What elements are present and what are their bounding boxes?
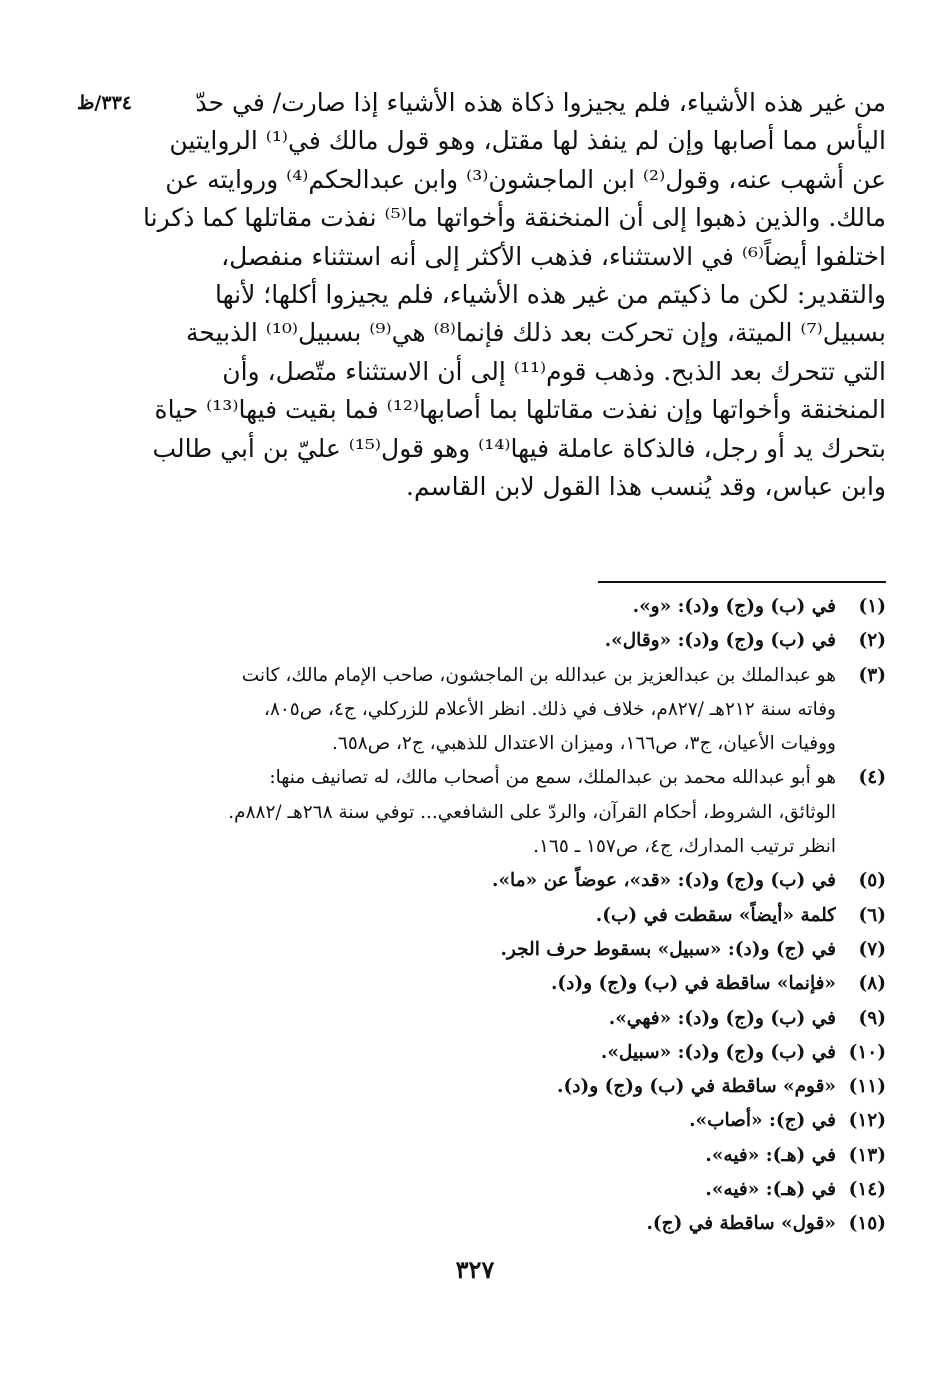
footnote — [132, 864, 886, 898]
manuscript-folio-marker: ٣٣٤/ظ — [76, 92, 132, 114]
body-line: مالك. والذين ذهبوا إلى أن المنخنقة وأخواتها ما⁽⁵⁾ نفذت مقاتلها كما ذكرنا — [143, 203, 886, 233]
footnote-line: في (ج) و(د): «سبيل» بسقوط حرف الجر. — [500, 938, 836, 960]
footnote-number: (١٤) — [848, 1179, 886, 1201]
footnote-line: في (ب) و(ج) و(د): «و». — [632, 596, 836, 617]
footnote-text — [132, 1173, 836, 1207]
footnote-number: (١٠) — [848, 1041, 886, 1063]
footnote-text — [132, 761, 836, 864]
footnote — [132, 624, 886, 658]
footnote-line: في (ب) و(ج) و(د): «سبيل». — [600, 1041, 836, 1063]
footnote-text — [132, 659, 836, 762]
footnote-number: (٧) — [858, 938, 886, 960]
page-number: ٣٢٧ — [455, 1255, 495, 1284]
footnote-text — [132, 967, 836, 1001]
footnote-number: (١٢) — [848, 1110, 886, 1132]
footnotes-list — [132, 590, 886, 1242]
footnote-number: (١٣) — [848, 1144, 886, 1166]
footnote-line: هو أبو عبدالله محمد بن عبدالملك، سمع من أصحاب مالك، له تصانيف منها: — [269, 767, 836, 789]
body-line: بتحرك يد أو رجل، فالذكاة عاملة فيها⁽¹⁴⁾ وهو قول⁽¹⁵⁾ عليّ بن أبي طالب — [152, 433, 886, 463]
footnote-line: «فإنما» ساقطة في (ب) و(ج) و(د). — [550, 973, 836, 995]
footnote-text — [132, 1139, 836, 1173]
footnote-number: (١) — [858, 596, 886, 617]
footnote-line: في (هـ): «فيه». — [705, 1144, 836, 1166]
footnote-number: (٢) — [858, 630, 886, 652]
footnote-text — [132, 1207, 836, 1241]
footnote — [132, 761, 886, 864]
footnote-line: «قول» ساقطة في (ج). — [646, 1213, 836, 1235]
body-line: المنخنقة وأخواتها وإن نفذت مقاتلها بما أصابها⁽¹²⁾ فما بقيت فيها⁽¹³⁾ حياة — [154, 395, 886, 425]
footnote-line: في (هـ): «فيه». — [705, 1179, 836, 1201]
footnote-number: (٥) — [858, 870, 886, 892]
footnote-line: في (ب) و(ج) و(د): «وقال». — [604, 630, 836, 652]
footnote-number: (٦) — [858, 904, 886, 926]
footnote — [132, 933, 886, 967]
footnote — [132, 899, 886, 933]
footnote-text — [132, 933, 836, 967]
main-text — [132, 84, 886, 506]
footnote-text — [132, 864, 836, 898]
footnote-text — [132, 1104, 836, 1138]
footnote — [132, 1173, 886, 1207]
footnote-line: انظر ترتيب المدارك، ج٤، ص١٥٧ ـ ١٦٥. — [533, 836, 836, 858]
footnote — [132, 590, 886, 624]
footnote-number: (٤) — [858, 767, 886, 789]
footnote — [132, 1104, 886, 1138]
footnote — [132, 967, 886, 1001]
footnote — [132, 1070, 886, 1104]
body-line: عن أشهب عنه، وقول⁽²⁾ ابن الماجشون⁽³⁾ وابن عبدالحكم⁽⁴⁾ وروايته عن — [165, 164, 886, 194]
footnote — [132, 1036, 886, 1070]
footnote-number: (١١) — [848, 1076, 886, 1098]
body-line: والتقدير: لكن ما ذكيتم من غير هذه الأشياء، فلم يجيزوا أكلها؛ لأنها — [214, 279, 886, 309]
body-line: من غير هذه الأشياء، فلم يجيزوا ذكاة هذه الأشياء إذا صارت/ في حدّ — [195, 88, 886, 117]
footnote — [132, 1002, 886, 1036]
footnote-line: في (ج): «أصاب». — [689, 1110, 836, 1132]
footnote-separator — [598, 581, 886, 583]
footnote — [132, 659, 886, 762]
footnote-number: (١٥) — [848, 1213, 886, 1235]
footnote-text — [132, 1002, 836, 1036]
footnote — [132, 1139, 886, 1173]
footnote-number: (٣) — [858, 664, 886, 686]
body-line: اختلفوا أيضاً⁽⁶⁾ في الاستثناء، فذهب الأكثر إلى أنه استثناء منفصل، — [221, 241, 886, 271]
footnote-text — [132, 590, 836, 624]
footnote-line: ووفيات الأعيان، ج٣، ص١٦٦، وميزان الاعتدال للذهبي، ج٢، ص٦٥٨. — [332, 733, 836, 755]
footnote-line: في (ب) و(ج) و(د): «فهي». — [608, 1007, 836, 1029]
footnote-line: في (ب) و(ج) و(د): «قد»، عوضاً عن «ما». — [492, 870, 836, 892]
body-line: اليأس مما أصابها وإن لم ينفذ لها مقتل، وهو قول مالك في⁽¹⁾ الروايتين — [169, 126, 886, 156]
footnote-text — [132, 1036, 836, 1070]
footnote-text — [132, 899, 836, 933]
footnote-text — [132, 1070, 836, 1104]
footnote-line: «قوم» ساقطة في (ب) و(ج) و(د). — [557, 1076, 836, 1098]
footnote-line: كلمة «أيضاً» سقطت في (ب). — [595, 904, 836, 926]
footnote-number: (٨) — [858, 973, 886, 995]
footnote-line: هو عبدالملك بن عبدالعزيز بن عبدالله بن الماجشون، صاحب الإمام مالك، كانت — [241, 664, 836, 686]
body-line: بسبيل⁽⁷⁾ الميتة، وإن تحركت بعد ذلك فإنما⁽⁸⁾ هي⁽⁹⁾ بسبيل⁽¹⁰⁾ الذبيحة — [186, 318, 886, 348]
footnote — [132, 1207, 886, 1241]
body-line: وابن عباس، وقد يُنسب هذا القول لابن القاسم. — [406, 471, 886, 501]
footnote-line: وفاته سنة ٢١٢هـ /٨٢٧م، خلاف في ذلك. انظر الأعلام للزركلي، ج٤، ص٨٠٥، — [263, 698, 836, 720]
footnote-number: (٩) — [858, 1007, 886, 1029]
footnote-text — [132, 624, 836, 658]
footnote-line: الوثائق، الشروط، أحكام القرآن، والردّ على الشافعي... توفي سنة ٢٦٨هـ /٨٨٢م. — [228, 801, 836, 823]
body-line: التي تتحرك بعد الذبح. وذهب قوم⁽¹¹⁾ إلى أن الاستثناء متّصل، وأن — [222, 356, 886, 386]
